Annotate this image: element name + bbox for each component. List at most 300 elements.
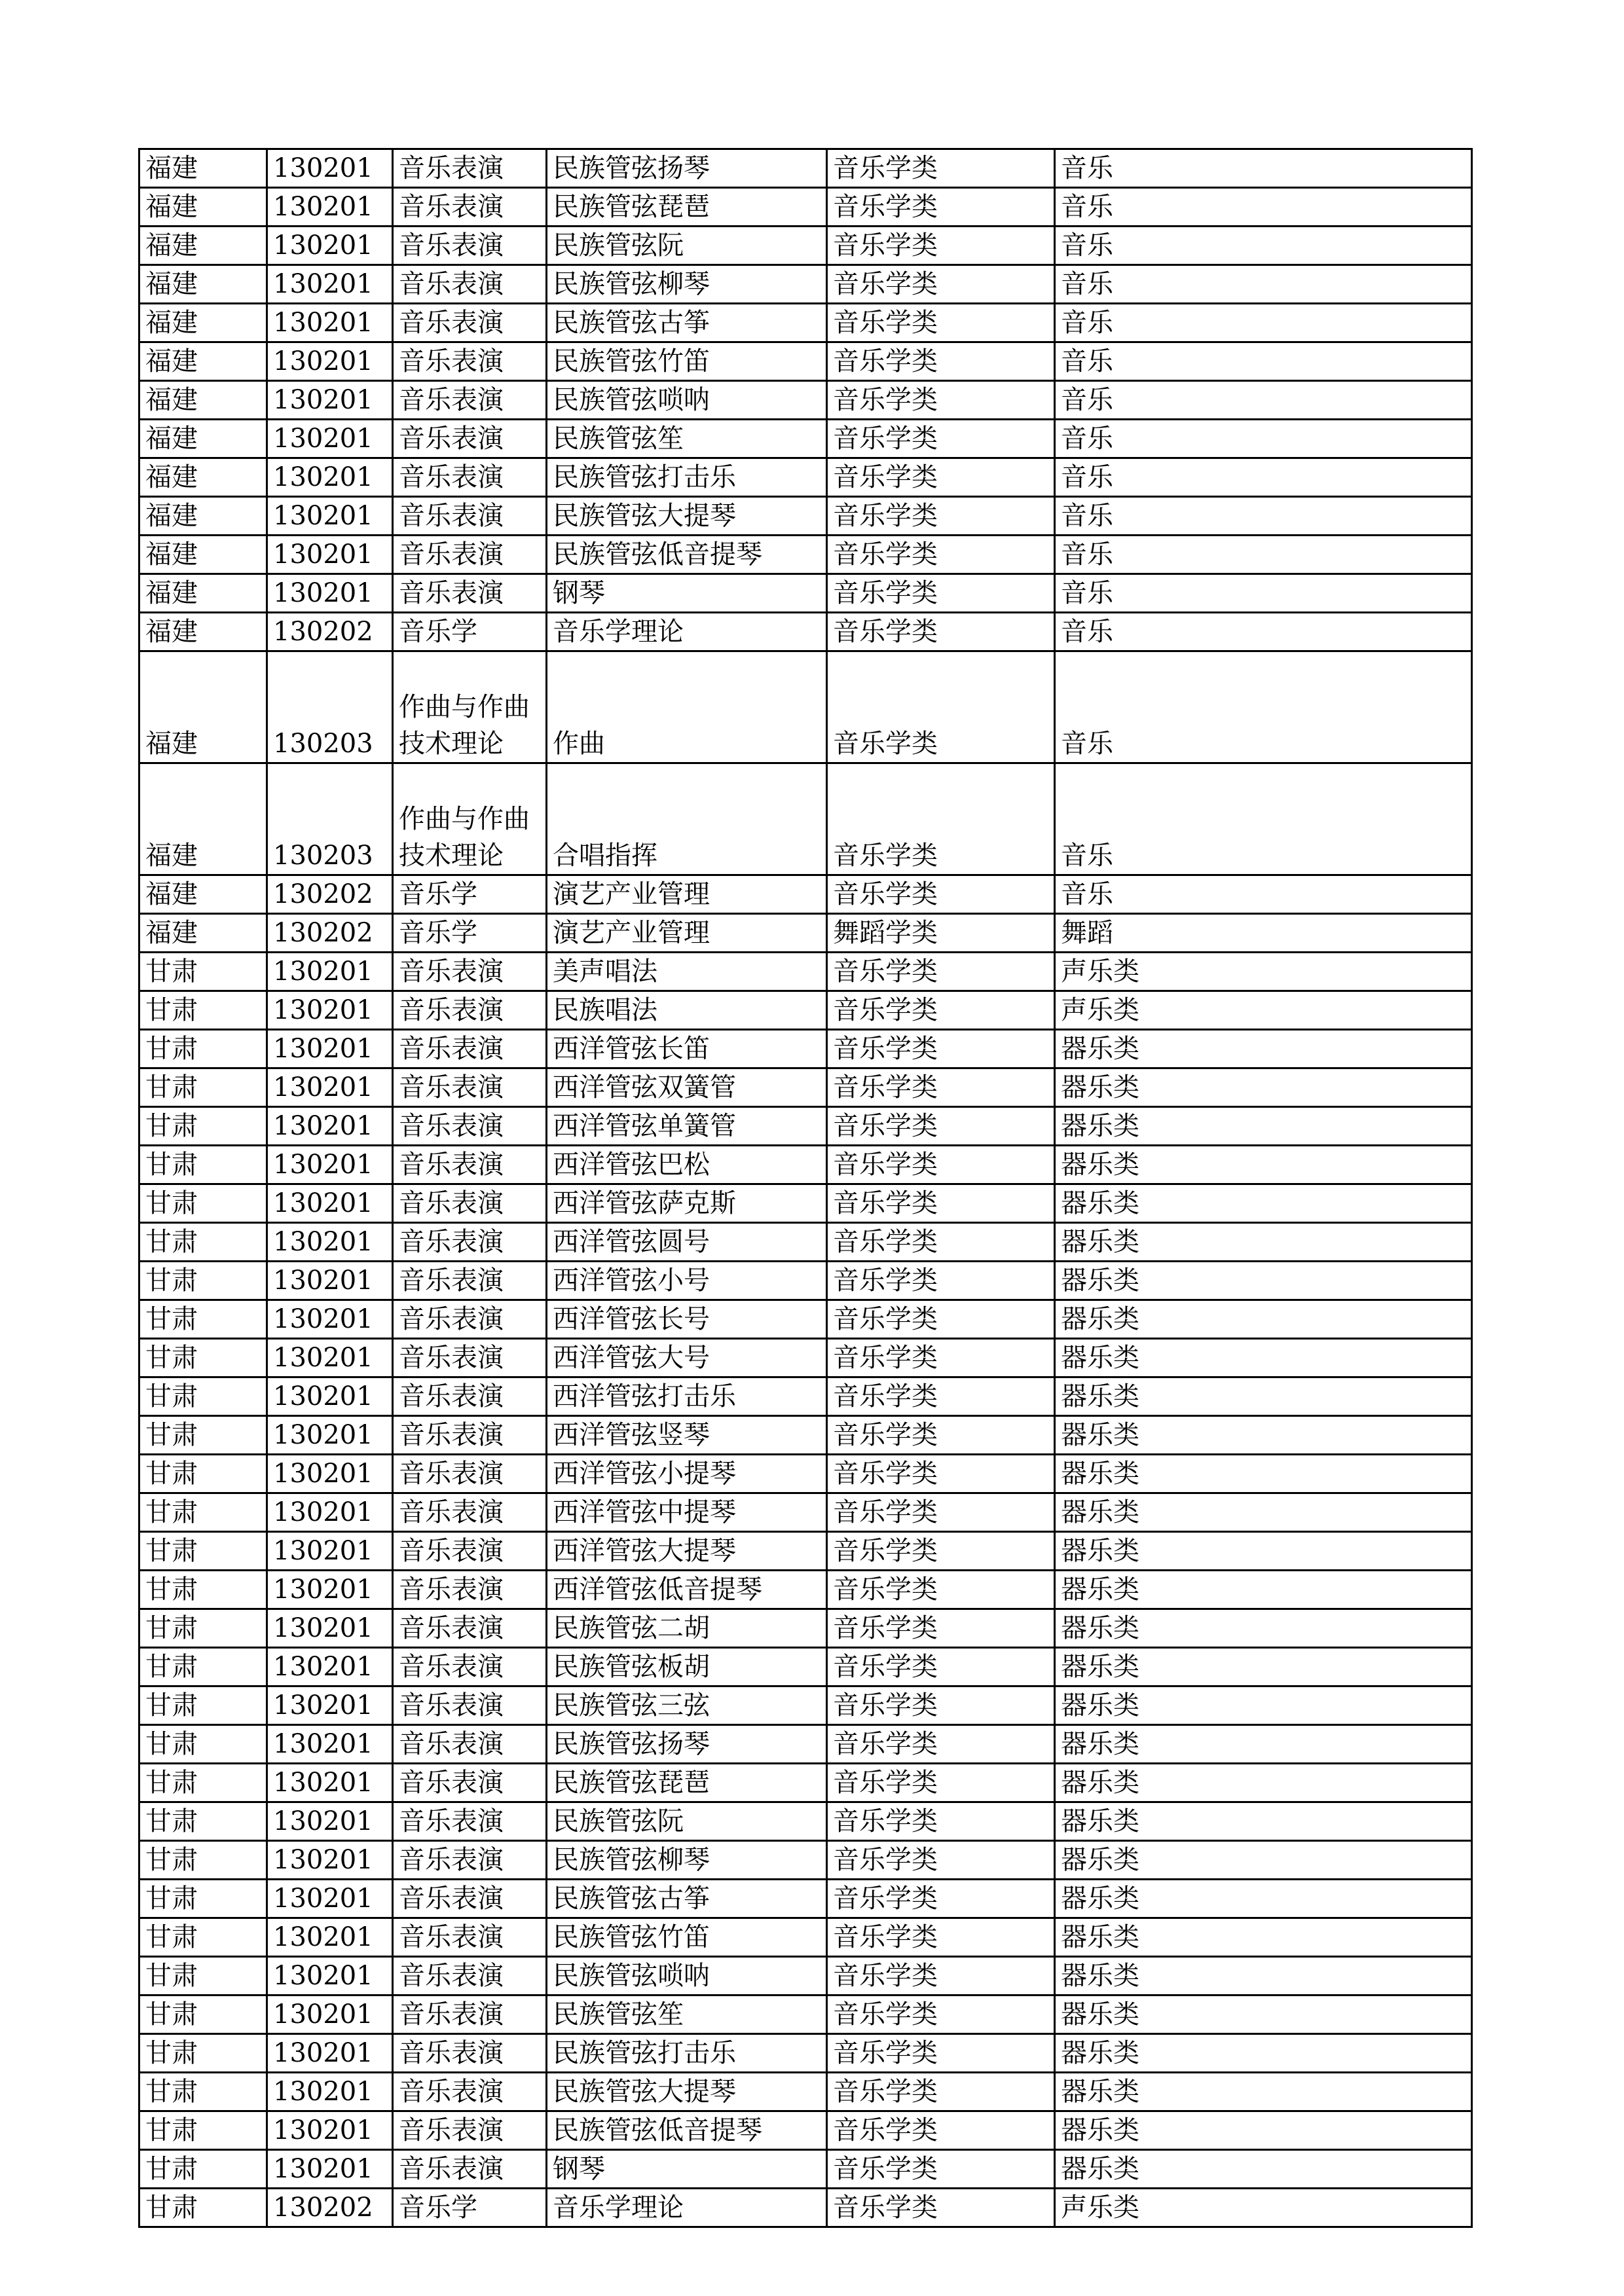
table-row: [139, 914, 1472, 953]
exam-type-cell: 器乐类: [1055, 1957, 1472, 1995]
exam-type-cell: 器乐类: [1055, 1841, 1472, 1880]
table-row: [139, 1107, 1472, 1146]
direction-cell: 西洋管弦竖琴: [547, 1416, 827, 1455]
direction-cell: 西洋管弦双簧管: [547, 1068, 827, 1107]
category-cell: 音乐学类: [827, 1146, 1055, 1184]
exam-type-cell: 音乐: [1055, 265, 1472, 304]
exam-type-cell: 器乐类: [1055, 1300, 1472, 1339]
major-cell: 音乐表演: [393, 991, 547, 1030]
major-cell: 音乐表演: [393, 1571, 547, 1609]
major-cell: 音乐表演: [393, 265, 547, 304]
code-cell: 130201: [267, 304, 393, 342]
exam-type-cell: 器乐类: [1055, 1995, 1472, 2034]
exam-type-cell: 器乐类: [1055, 2073, 1472, 2111]
category-cell: 音乐学类: [827, 1995, 1055, 2034]
province-cell: 甘肃: [139, 1571, 267, 1609]
major-cell: 音乐表演: [393, 342, 547, 381]
province-cell: 甘肃: [139, 1455, 267, 1493]
province-cell: 甘肃: [139, 2073, 267, 2111]
code-cell: 130201: [267, 1802, 393, 1841]
direction-cell: 作曲: [547, 651, 827, 763]
direction-cell: 西洋管弦低音提琴: [547, 1571, 827, 1609]
direction-cell: 民族管弦竹笛: [547, 1918, 827, 1957]
direction-cell: 民族管弦打击乐: [547, 2034, 827, 2073]
code-cell: 130201: [267, 1493, 393, 1532]
category-cell: 音乐学类: [827, 1648, 1055, 1686]
direction-cell: 民族管弦大提琴: [547, 2073, 827, 2111]
code-cell: 130201: [267, 1300, 393, 1339]
category-cell: 音乐学类: [827, 1841, 1055, 1880]
major-cell: 音乐表演: [393, 1493, 547, 1532]
category-cell: 音乐学类: [827, 188, 1055, 227]
category-cell: 音乐学类: [827, 536, 1055, 574]
exam-type-cell: 音乐: [1055, 574, 1472, 613]
major-cell: 音乐表演: [393, 574, 547, 613]
direction-cell: 西洋管弦大提琴: [547, 1532, 827, 1571]
province-cell: 福建: [139, 613, 267, 651]
province-cell: 甘肃: [139, 1377, 267, 1416]
code-cell: 130201: [267, 1918, 393, 1957]
category-cell: 音乐学类: [827, 304, 1055, 342]
exam-type-cell: 器乐类: [1055, 2034, 1472, 2073]
code-cell: 130201: [267, 1609, 393, 1648]
category-cell: 音乐学类: [827, 613, 1055, 651]
table-row: [139, 1686, 1472, 1725]
major-cell: 音乐表演: [393, 1223, 547, 1262]
table-row: [139, 265, 1472, 304]
exam-type-cell: 音乐: [1055, 304, 1472, 342]
direction-cell: 美声唱法: [547, 953, 827, 991]
table-row: [139, 536, 1472, 574]
direction-cell: 西洋管弦中提琴: [547, 1493, 827, 1532]
exam-type-cell: 器乐类: [1055, 1609, 1472, 1648]
province-cell: 甘肃: [139, 1957, 267, 1995]
category-cell: 音乐学类: [827, 342, 1055, 381]
direction-cell: 民族管弦柳琴: [547, 265, 827, 304]
table-row: [139, 1571, 1472, 1609]
province-cell: 甘肃: [139, 1609, 267, 1648]
province-cell: 甘肃: [139, 1262, 267, 1300]
exam-type-cell: 音乐: [1055, 149, 1472, 188]
table-row: [139, 2150, 1472, 2189]
exam-type-cell: 器乐类: [1055, 1146, 1472, 1184]
direction-cell: 民族管弦板胡: [547, 1648, 827, 1686]
code-cell: 130201: [267, 1532, 393, 1571]
province-cell: 甘肃: [139, 1995, 267, 2034]
code-cell: 130201: [267, 2111, 393, 2150]
province-cell: 福建: [139, 149, 267, 188]
province-cell: 福建: [139, 265, 267, 304]
major-cell: 音乐表演: [393, 953, 547, 991]
exam-type-cell: 音乐: [1055, 875, 1472, 914]
direction-cell: 民族管弦唢呐: [547, 381, 827, 420]
exam-type-cell: 器乐类: [1055, 1455, 1472, 1493]
province-cell: 甘肃: [139, 1880, 267, 1918]
province-cell: 甘肃: [139, 1223, 267, 1262]
exam-type-cell: 声乐类: [1055, 2189, 1472, 2227]
table-row: [139, 574, 1472, 613]
table-row: [139, 1262, 1472, 1300]
code-cell: 130201: [267, 1841, 393, 1880]
category-cell: 音乐学类: [827, 763, 1055, 875]
exam-type-cell: 音乐: [1055, 536, 1472, 574]
direction-cell: 民族管弦二胡: [547, 1609, 827, 1648]
code-cell: 130201: [267, 458, 393, 497]
direction-cell: 演艺产业管理: [547, 914, 827, 953]
province-cell: 福建: [139, 763, 267, 875]
table-row: [139, 1030, 1472, 1068]
category-cell: 音乐学类: [827, 574, 1055, 613]
exam-type-cell: 器乐类: [1055, 1339, 1472, 1377]
category-cell: 音乐学类: [827, 2189, 1055, 2227]
table-row: [139, 420, 1472, 458]
category-cell: 音乐学类: [827, 1725, 1055, 1764]
province-cell: 甘肃: [139, 1068, 267, 1107]
exam-type-cell: 音乐: [1055, 342, 1472, 381]
major-cell: 音乐学: [393, 875, 547, 914]
province-cell: 甘肃: [139, 1648, 267, 1686]
major-cell: 音乐学: [393, 914, 547, 953]
table-row: [139, 1455, 1472, 1493]
exam-type-cell: 器乐类: [1055, 1918, 1472, 1957]
code-cell: 130201: [267, 1146, 393, 1184]
table-row: [139, 2111, 1472, 2150]
table-row: [139, 613, 1472, 651]
exam-type-cell: 器乐类: [1055, 1107, 1472, 1146]
province-cell: 甘肃: [139, 1339, 267, 1377]
major-cell: 音乐表演: [393, 458, 547, 497]
major-cell: 音乐表演: [393, 1300, 547, 1339]
code-cell: 130201: [267, 953, 393, 991]
table-row: [139, 149, 1472, 188]
major-cell: 音乐表演: [393, 227, 547, 265]
table-row: [139, 763, 1472, 875]
province-cell: 福建: [139, 227, 267, 265]
table-row: [139, 1416, 1472, 1455]
code-cell: 130201: [267, 536, 393, 574]
code-cell: 130201: [267, 227, 393, 265]
major-cell: 音乐表演: [393, 2150, 547, 2189]
category-cell: 舞蹈学类: [827, 914, 1055, 953]
table-row: [139, 1802, 1472, 1841]
exam-type-cell: 器乐类: [1055, 1262, 1472, 1300]
code-cell: 130201: [267, 342, 393, 381]
province-cell: 甘肃: [139, 2150, 267, 2189]
province-cell: 甘肃: [139, 1764, 267, 1802]
province-cell: 福建: [139, 188, 267, 227]
direction-cell: 民族管弦竹笛: [547, 342, 827, 381]
table-row: [139, 1609, 1472, 1648]
code-cell: 130201: [267, 1880, 393, 1918]
code-cell: 130201: [267, 149, 393, 188]
category-cell: 音乐学类: [827, 1609, 1055, 1648]
exam-type-cell: 器乐类: [1055, 1571, 1472, 1609]
exam-type-cell: 器乐类: [1055, 1493, 1472, 1532]
direction-cell: 民族管弦笙: [547, 420, 827, 458]
code-cell: 130201: [267, 1184, 393, 1223]
table-row: [139, 381, 1472, 420]
category-cell: 音乐学类: [827, 420, 1055, 458]
province-cell: 福建: [139, 574, 267, 613]
province-cell: 甘肃: [139, 1416, 267, 1455]
province-cell: 甘肃: [139, 1532, 267, 1571]
direction-cell: 钢琴: [547, 574, 827, 613]
major-cell: 音乐表演: [393, 1184, 547, 1223]
code-cell: 130201: [267, 1339, 393, 1377]
table-row: [139, 953, 1472, 991]
code-cell: 130201: [267, 381, 393, 420]
code-cell: 130203: [267, 763, 393, 875]
major-cell: 音乐表演: [393, 1532, 547, 1571]
major-cell: 音乐表演: [393, 420, 547, 458]
major-cell: 音乐表演: [393, 1957, 547, 1995]
province-cell: 甘肃: [139, 1030, 267, 1068]
table-row: [139, 651, 1472, 763]
code-cell: 130202: [267, 875, 393, 914]
province-cell: 福建: [139, 458, 267, 497]
exam-type-cell: 器乐类: [1055, 1648, 1472, 1686]
code-cell: 130201: [267, 497, 393, 536]
table-row: [139, 1068, 1472, 1107]
province-cell: 福建: [139, 875, 267, 914]
category-cell: 音乐学类: [827, 2073, 1055, 2111]
province-cell: 福建: [139, 651, 267, 763]
direction-cell: 西洋管弦长号: [547, 1300, 827, 1339]
category-cell: 音乐学类: [827, 1300, 1055, 1339]
province-cell: 甘肃: [139, 1107, 267, 1146]
province-cell: 福建: [139, 420, 267, 458]
exam-type-cell: 音乐: [1055, 613, 1472, 651]
exam-type-cell: 器乐类: [1055, 2111, 1472, 2150]
table-row: [139, 1377, 1472, 1416]
table-row: [139, 2034, 1472, 2073]
category-cell: 音乐学类: [827, 875, 1055, 914]
major-cell: 作曲与作曲技术理论: [393, 763, 547, 875]
exam-type-cell: 音乐: [1055, 420, 1472, 458]
code-cell: 130202: [267, 914, 393, 953]
major-cell: 音乐表演: [393, 1764, 547, 1802]
major-cell: 音乐表演: [393, 2073, 547, 2111]
code-cell: 130201: [267, 1725, 393, 1764]
exam-type-cell: 声乐类: [1055, 953, 1472, 991]
code-cell: 130201: [267, 2150, 393, 2189]
table-row: [139, 497, 1472, 536]
category-cell: 音乐学类: [827, 381, 1055, 420]
code-cell: 130201: [267, 1957, 393, 1995]
province-cell: 甘肃: [139, 1184, 267, 1223]
code-cell: 130201: [267, 420, 393, 458]
category-cell: 音乐学类: [827, 1455, 1055, 1493]
category-cell: 音乐学类: [827, 265, 1055, 304]
category-cell: 音乐学类: [827, 953, 1055, 991]
category-cell: 音乐学类: [827, 1339, 1055, 1377]
category-cell: 音乐学类: [827, 458, 1055, 497]
table-row: [139, 2073, 1472, 2111]
category-cell: 音乐学类: [827, 2034, 1055, 2073]
exam-type-cell: 音乐: [1055, 763, 1472, 875]
code-cell: 130201: [267, 265, 393, 304]
category-cell: 音乐学类: [827, 1262, 1055, 1300]
direction-cell: 西洋管弦小提琴: [547, 1455, 827, 1493]
category-cell: 音乐学类: [827, 1880, 1055, 1918]
category-cell: 音乐学类: [827, 497, 1055, 536]
code-cell: 130201: [267, 1262, 393, 1300]
table-row: [139, 1725, 1472, 1764]
exam-type-cell: 器乐类: [1055, 1377, 1472, 1416]
code-cell: 130201: [267, 1995, 393, 2034]
specialty-table: [138, 148, 1473, 2228]
code-cell: 130201: [267, 1648, 393, 1686]
major-cell: 音乐表演: [393, 536, 547, 574]
major-cell: 音乐表演: [393, 1725, 547, 1764]
direction-cell: 民族管弦大提琴: [547, 497, 827, 536]
table-row: [139, 1493, 1472, 1532]
code-cell: 130201: [267, 1571, 393, 1609]
direction-cell: 民族管弦扬琴: [547, 1725, 827, 1764]
major-cell: 音乐表演: [393, 381, 547, 420]
exam-type-cell: 器乐类: [1055, 1802, 1472, 1841]
major-cell: 音乐表演: [393, 1918, 547, 1957]
category-cell: 音乐学类: [827, 1184, 1055, 1223]
exam-type-cell: 器乐类: [1055, 1030, 1472, 1068]
direction-cell: 西洋管弦小号: [547, 1262, 827, 1300]
direction-cell: 演艺产业管理: [547, 875, 827, 914]
exam-type-cell: 音乐: [1055, 651, 1472, 763]
category-cell: 音乐学类: [827, 1918, 1055, 1957]
category-cell: 音乐学类: [827, 149, 1055, 188]
major-cell: 音乐表演: [393, 1648, 547, 1686]
direction-cell: 民族管弦古筝: [547, 1880, 827, 1918]
direction-cell: 民族管弦琵琶: [547, 188, 827, 227]
code-cell: 130201: [267, 574, 393, 613]
major-cell: 音乐学: [393, 2189, 547, 2227]
direction-cell: 民族管弦打击乐: [547, 458, 827, 497]
table-row: [139, 1995, 1472, 2034]
direction-cell: 西洋管弦单簧管: [547, 1107, 827, 1146]
direction-cell: 西洋管弦巴松: [547, 1146, 827, 1184]
table-row: [139, 875, 1472, 914]
direction-cell: 西洋管弦萨克斯: [547, 1184, 827, 1223]
category-cell: 音乐学类: [827, 1571, 1055, 1609]
major-cell: 音乐表演: [393, 1068, 547, 1107]
direction-cell: 民族管弦唢呐: [547, 1957, 827, 1995]
code-cell: 130201: [267, 1416, 393, 1455]
province-cell: 甘肃: [139, 2111, 267, 2150]
category-cell: 音乐学类: [827, 651, 1055, 763]
exam-type-cell: 音乐: [1055, 381, 1472, 420]
category-cell: 音乐学类: [827, 1416, 1055, 1455]
province-cell: 甘肃: [139, 2034, 267, 2073]
province-cell: 福建: [139, 497, 267, 536]
code-cell: 130201: [267, 1223, 393, 1262]
code-cell: 130202: [267, 613, 393, 651]
code-cell: 130203: [267, 651, 393, 763]
major-cell: 音乐表演: [393, 2034, 547, 2073]
category-cell: 音乐学类: [827, 2111, 1055, 2150]
exam-type-cell: 音乐: [1055, 458, 1472, 497]
direction-cell: 民族管弦古筝: [547, 304, 827, 342]
direction-cell: 音乐学理论: [547, 2189, 827, 2227]
exam-type-cell: 音乐: [1055, 227, 1472, 265]
exam-type-cell: 器乐类: [1055, 1532, 1472, 1571]
code-cell: 130201: [267, 1455, 393, 1493]
table-row: [139, 304, 1472, 342]
exam-type-cell: 器乐类: [1055, 2150, 1472, 2189]
direction-cell: 民族管弦阮: [547, 227, 827, 265]
table-row: [139, 1146, 1472, 1184]
table-body: [139, 149, 1472, 2227]
table-row: [139, 1339, 1472, 1377]
category-cell: 音乐学类: [827, 1107, 1055, 1146]
category-cell: 音乐学类: [827, 1223, 1055, 1262]
major-cell: 音乐表演: [393, 1107, 547, 1146]
exam-type-cell: 声乐类: [1055, 991, 1472, 1030]
province-cell: 甘肃: [139, 1725, 267, 1764]
major-cell: 音乐表演: [393, 497, 547, 536]
code-cell: 130202: [267, 2189, 393, 2227]
direction-cell: 西洋管弦长笛: [547, 1030, 827, 1068]
table-row: [139, 1841, 1472, 1880]
table-row: [139, 188, 1472, 227]
category-cell: 音乐学类: [827, 1377, 1055, 1416]
direction-cell: 西洋管弦大号: [547, 1339, 827, 1377]
direction-cell: 民族管弦扬琴: [547, 149, 827, 188]
table-row: [139, 1532, 1472, 1571]
province-cell: 甘肃: [139, 2189, 267, 2227]
exam-type-cell: 器乐类: [1055, 1416, 1472, 1455]
exam-type-cell: 舞蹈: [1055, 914, 1472, 953]
category-cell: 音乐学类: [827, 1493, 1055, 1532]
category-cell: 音乐学类: [827, 1532, 1055, 1571]
code-cell: 130201: [267, 1686, 393, 1725]
table-row: [139, 1184, 1472, 1223]
direction-cell: 民族管弦低音提琴: [547, 536, 827, 574]
province-cell: 甘肃: [139, 953, 267, 991]
major-cell: 音乐表演: [393, 1880, 547, 1918]
exam-type-cell: 器乐类: [1055, 1764, 1472, 1802]
province-cell: 福建: [139, 914, 267, 953]
major-cell: 音乐表演: [393, 2111, 547, 2150]
exam-type-cell: 器乐类: [1055, 1686, 1472, 1725]
table-row: [139, 1918, 1472, 1957]
direction-cell: 民族管弦低音提琴: [547, 2111, 827, 2150]
major-cell: 音乐表演: [393, 1262, 547, 1300]
direction-cell: 音乐学理论: [547, 613, 827, 651]
major-cell: 音乐表演: [393, 188, 547, 227]
category-cell: 音乐学类: [827, 227, 1055, 265]
major-cell: 音乐表演: [393, 1841, 547, 1880]
exam-type-cell: 器乐类: [1055, 1184, 1472, 1223]
major-cell: 音乐表演: [393, 1416, 547, 1455]
major-cell: 音乐表演: [393, 1146, 547, 1184]
table-row: [139, 458, 1472, 497]
code-cell: 130201: [267, 1107, 393, 1146]
table-row: [139, 227, 1472, 265]
table-row: [139, 1300, 1472, 1339]
direction-cell: 合唱指挥: [547, 763, 827, 875]
direction-cell: 民族管弦笙: [547, 1995, 827, 2034]
category-cell: 音乐学类: [827, 1764, 1055, 1802]
province-cell: 福建: [139, 536, 267, 574]
code-cell: 130201: [267, 2073, 393, 2111]
category-cell: 音乐学类: [827, 1686, 1055, 1725]
table-row: [139, 1957, 1472, 1995]
table-row: [139, 991, 1472, 1030]
category-cell: 音乐学类: [827, 2150, 1055, 2189]
province-cell: 甘肃: [139, 991, 267, 1030]
major-cell: 音乐表演: [393, 1030, 547, 1068]
direction-cell: 钢琴: [547, 2150, 827, 2189]
